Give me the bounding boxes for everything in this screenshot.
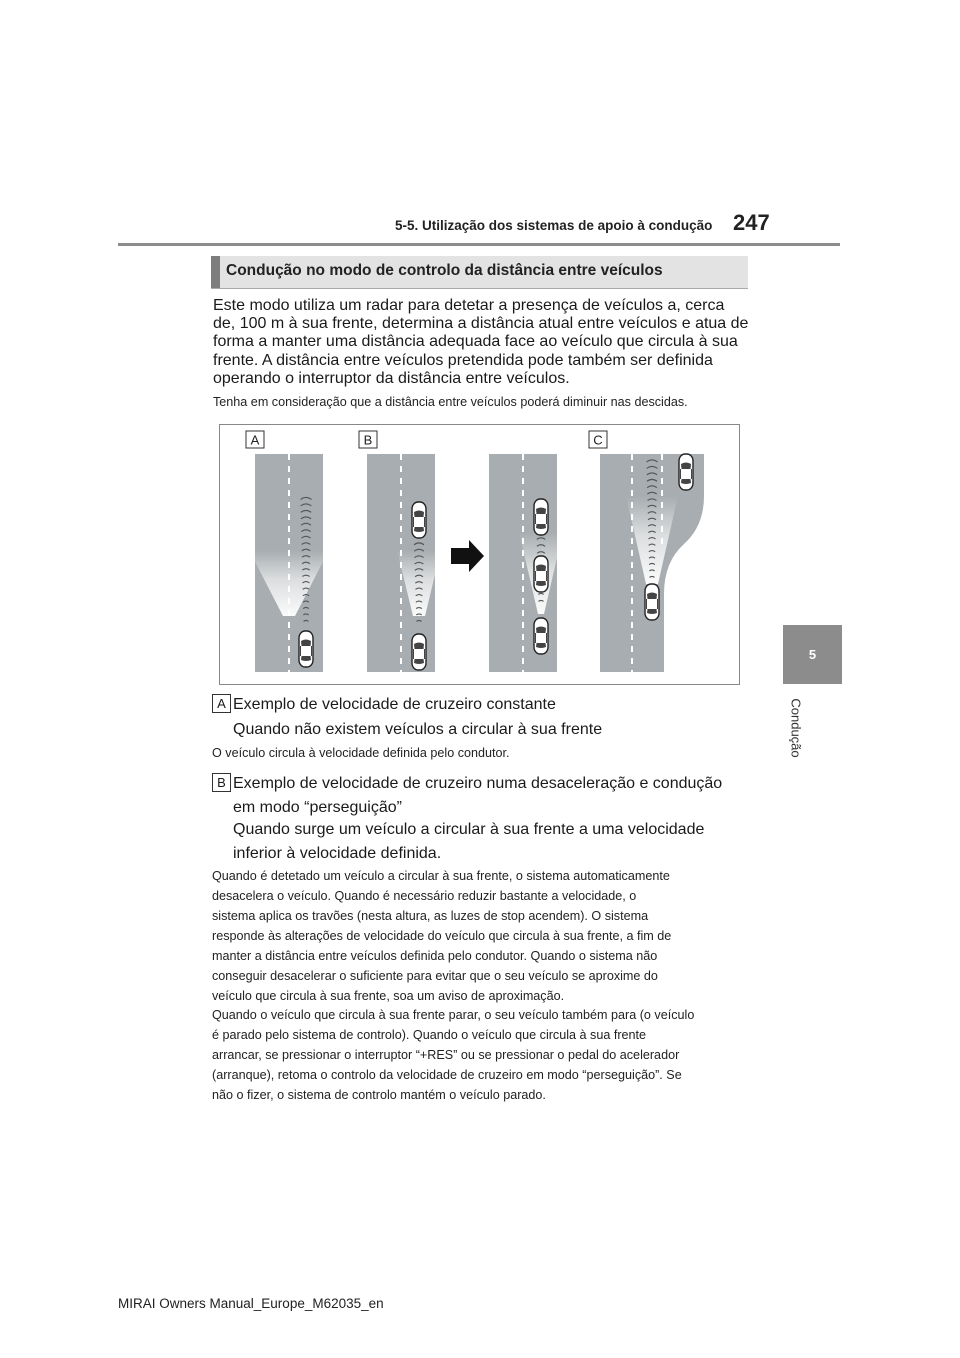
road-a [249, 454, 329, 672]
item-b-subtitle-line: inferior à velocidade definida. [233, 845, 442, 862]
body-line: veículo que circula à sua frente, soa um aviso de aproximação. [212, 989, 565, 1003]
body-line: desacelera o veículo. Quando é necessário reduzir bastante a velocidade, o [212, 889, 637, 903]
page-number: 247 [733, 210, 770, 235]
body-line: responde às alterações de velocidade do veículo que circula à sua frente, a fim de [212, 929, 672, 943]
body-line: manter a distância entre veículos definida pelo condutor. Quando o sistema não [212, 949, 658, 963]
body-line: arrancar, se pressionar o interruptor “+RES” ou se pressionar o pedal do acelerador [212, 1048, 680, 1062]
item-b-subtitle [233, 818, 753, 866]
running-head: 5-5. Utilização dos sistemas de apoio à condução [395, 218, 713, 233]
intro-line: forma a manter uma distância adequada face ao veículo que circula à sua [213, 333, 738, 351]
body-line: Quando é detetado um veículo a circular à sua frente, o sistema automaticamente [212, 869, 670, 883]
section-heading-bar [211, 256, 220, 288]
chapter-label-text: Condução [788, 698, 804, 758]
chapter-tab [783, 625, 842, 684]
intro-line: frente. A distância entre veículos pretendida pode também ser definida [213, 351, 713, 369]
item-b-title-line: em modo “perseguição” [233, 799, 402, 816]
road-b-before [367, 454, 441, 672]
item-b-tag: B [212, 773, 231, 792]
item-a-subtitle: Quando não existem veículos a circular à sua frente [233, 721, 603, 738]
road-b-after [489, 454, 563, 672]
figure-label-a [246, 431, 264, 448]
figure-label-text: A [250, 432, 260, 448]
chapter-number: 5 [808, 647, 817, 662]
item-b-body-paragraph-1 [212, 866, 752, 1006]
intro-line: operando o interruptor da distância entre veículos. [213, 369, 570, 387]
item-a-body: O veículo circula à velocidade definida pelo condutor. [212, 746, 510, 760]
body-line: não o fizer, o sistema de controlo mantém o veículo parado. [212, 1088, 546, 1102]
item-b-subtitle-line: Quando surge um veículo a circular à sua frente a uma velocidade [233, 821, 705, 838]
figure-label-c [589, 431, 607, 448]
chapter-label [784, 690, 808, 770]
intro-paragraph [213, 297, 753, 388]
figure-label-text: C [593, 432, 603, 448]
item-a-title: Exemplo de velocidade de cruzeiro constante [233, 696, 556, 713]
intro-line: Este modo utiliza um radar para detetar a presença de veículos a, cerca [213, 297, 725, 314]
body-line: (arranque), retoma o controlo da velocidade de cruzeiro em modo “perseguição”. Se [212, 1068, 682, 1082]
item-b-body-paragraph-2 [212, 1005, 752, 1105]
item-a-tag: A [212, 694, 231, 713]
figure-label-text: B [363, 432, 373, 448]
body-line: sistema aplica os travões (nesta altura, as luzes de stop acendem). O sistema [212, 909, 649, 923]
footer-text: MIRAI Owners Manual_Europe_M62035_en [118, 1296, 384, 1311]
cruise-control-diagram [219, 424, 740, 685]
item-b-title-line: Exemplo de velocidade de cruzeiro numa desaceleração e condução [233, 775, 723, 792]
body-line: conseguir desacelerar o suficiente para evitar que o seu veículo se aproxime do [212, 969, 658, 983]
header-rule [118, 243, 840, 246]
item-b-title [233, 772, 753, 820]
note-text: Tenha em consideração que a distância entre veículos poderá diminuir nas descidas. [213, 395, 688, 409]
figure-label-b [359, 431, 377, 448]
section-title: Condução no modo de controlo da distância entre veículos [226, 262, 663, 279]
section-heading-underline [211, 288, 748, 289]
body-line: é parado pelo sistema de controlo). Quando o veículo que circula à sua frente [212, 1028, 647, 1042]
body-line: Quando o veículo que circula à sua frente parar, o seu veículo também para (o veículo [212, 1008, 695, 1022]
intro-line: de, 100 m à sua frente, determina a distância atual entre veículos e atua de [213, 315, 749, 333]
